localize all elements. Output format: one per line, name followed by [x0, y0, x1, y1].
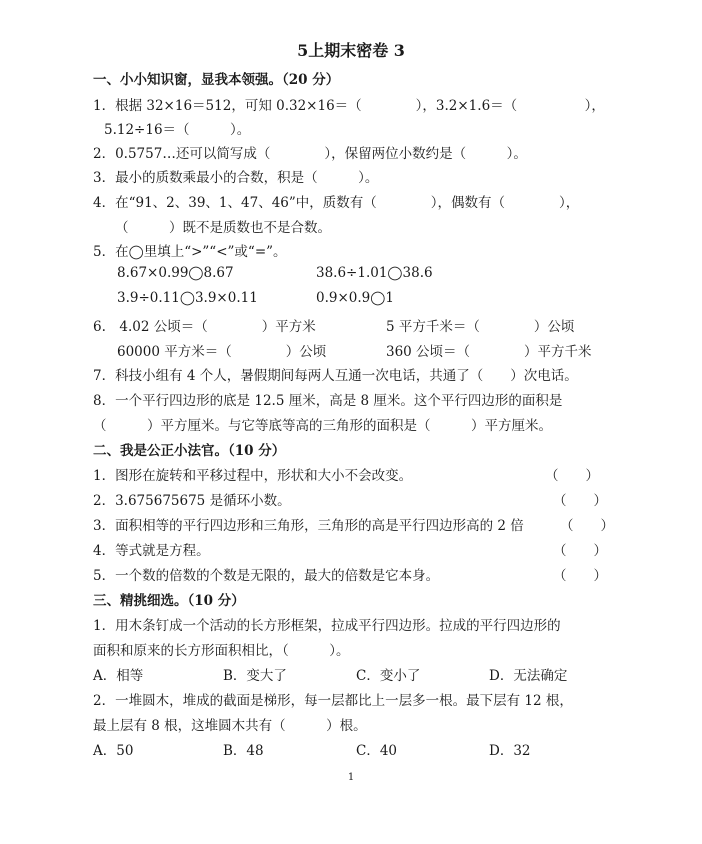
mc2-line-2: 最上层有 8 根，这堆圆木共有（ ）根。 [93, 718, 367, 734]
judge-item-2: 2．3.675675675 是循环小数。 [93, 493, 291, 509]
mc1-line-1: 1．用木条钉成一个活动的长方形框架，拉成平行四边形。拉成的平行四边形的 [93, 618, 561, 634]
mc1-option-b: B．变大了 [223, 668, 287, 684]
section-2-heading: 二、我是公正小法官。（10 分） [93, 443, 286, 459]
q4-line-2: （ ）既不是质数也不是合数。 [115, 220, 331, 236]
judge-mark-2: （ ） [553, 493, 607, 509]
judge-item-3: 3．面积相等的平行四边形和三角形，三角形的高是平行四边形高的 2 倍 [93, 518, 524, 534]
q6-item-d: 360 公顷＝（ ）平方千米 [386, 344, 592, 360]
q6-item-a: 6. 4.02 公顷＝（ ）平方米 [93, 319, 316, 335]
q7-line: 7．科技小组有 4 个人，暑假期间每两人互通一次电话，共通了（ ）次电话。 [93, 368, 578, 384]
judge-mark-5: （ ） [553, 568, 607, 584]
q3-line: 3．最小的质数乘最小的合数，积是（ ）。 [93, 170, 379, 186]
q1-line-1: 1．根据 32×16＝512，可知 0.32×16＝（ ），3.2×1.6＝（ ）， [93, 98, 605, 114]
mc1-option-d: D．无法确定 [489, 668, 568, 684]
page-title: 5上期末密卷 3 [297, 41, 405, 60]
q5-compare-2: 38.6÷1.01◯38.6 [316, 265, 433, 281]
q6-item-b: 5 平方千米＝（ ）公顷 [386, 319, 575, 335]
q2-line: 2．0.5757…还可以简写成（ ），保留两位小数约是（ ）。 [93, 146, 527, 162]
mc1-line-2: 面积和原来的长方形面积相比，（ ）。 [93, 643, 350, 659]
page-number: 1 [347, 772, 355, 783]
section-1-heading: 一、小小知识窗，显我本领强。（20 分） [93, 72, 340, 88]
judge-mark-1: （ ） [545, 468, 599, 484]
mc1-option-c: C．变小了 [356, 668, 421, 684]
q5-compare-3: 3.9÷0.11◯3.9×0.11 [117, 290, 258, 306]
judge-item-4: 4．等式就是方程。 [93, 543, 210, 559]
mc2-line-1: 2．一堆圆木，堆成的截面是梯形，每一层都比上一层多一根。最下层有 12 根， [93, 693, 573, 709]
mc2-option-d: D．32 [489, 743, 531, 759]
q8-line-1: 8．一个平行四边形的底是 12.5 厘米，高是 8 厘米。这个平行四边形的面积是 [93, 393, 563, 409]
q1-line-2: 5.12÷16＝（ ）。 [104, 122, 251, 138]
judge-item-1: 1．图形在旋转和平移过程中，形状和大小不会改变。 [93, 468, 413, 484]
q5-compare-4: 0.9×0.9◯1 [316, 290, 394, 306]
judge-mark-4: （ ） [553, 543, 607, 559]
judge-item-5: 5．一个数的倍数的个数是无限的，最大的倍数是它本身。 [93, 568, 440, 584]
mc2-option-c: C．40 [356, 743, 398, 759]
section-3-heading: 三、精挑细选。（10 分） [93, 593, 245, 609]
q5-compare-1: 8.67×0.99◯8.67 [117, 265, 234, 281]
judge-mark-3: （ ） [560, 518, 614, 534]
mc2-option-a: A．50 [93, 743, 134, 759]
q6-item-c: 60000 平方米＝（ ）公顷 [117, 344, 327, 360]
q4-line-1: 4．在“91、2、39、1、47、46”中，质数有（ ），偶数有（ ）， [93, 195, 580, 211]
mc1-option-a: A．相等 [93, 668, 144, 684]
mc2-option-b: B．48 [223, 743, 264, 759]
q8-line-2: （ ）平方厘米。与它等底等高的三角形的面积是（ ）平方厘米。 [93, 418, 552, 434]
q5-stem: 5．在◯里填上“>”“<”或“=”。 [93, 244, 287, 260]
